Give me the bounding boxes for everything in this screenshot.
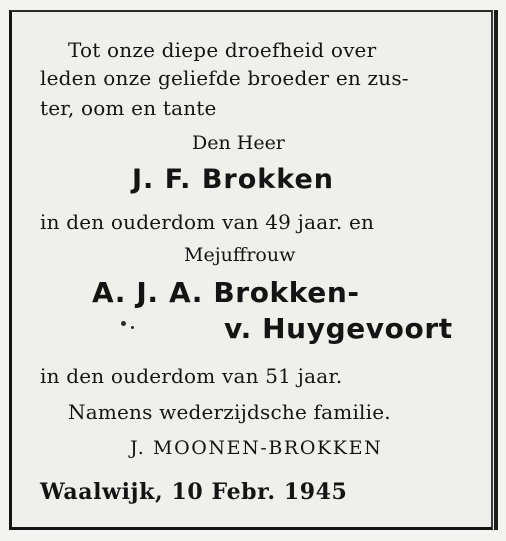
intro-line-2: leden onze geliefde broeder en zus- <box>40 66 409 90</box>
intro-line-3: ter, oom en tante <box>40 96 217 120</box>
on-behalf-line: Namens wederzijdsche familie. <box>68 400 391 424</box>
ink-speck <box>131 326 134 329</box>
signer-name: J. MOONEN-BROKKEN <box>130 437 383 459</box>
place-date-line: Waalwijk, 10 Febr. 1945 <box>40 479 348 505</box>
ink-speck <box>121 321 126 326</box>
title-den-heer: Den Heer <box>192 132 285 154</box>
title-mejuffrouw: Mejuffrouw <box>184 244 296 266</box>
scan-edge <box>494 10 498 530</box>
deceased-name-2-line-2: v. Huygevoort <box>224 312 453 345</box>
age-line-1: in den ouderdom van 49 jaar. en <box>40 210 375 234</box>
deceased-name-2-line-1: A. J. A. Brokken- <box>92 276 360 309</box>
intro-line-1: Tot onze diepe droefheid over <box>68 38 377 62</box>
deceased-name-1: J. F. Brokken <box>132 164 334 195</box>
age-line-2: in den ouderdom van 51 jaar. <box>40 364 343 388</box>
